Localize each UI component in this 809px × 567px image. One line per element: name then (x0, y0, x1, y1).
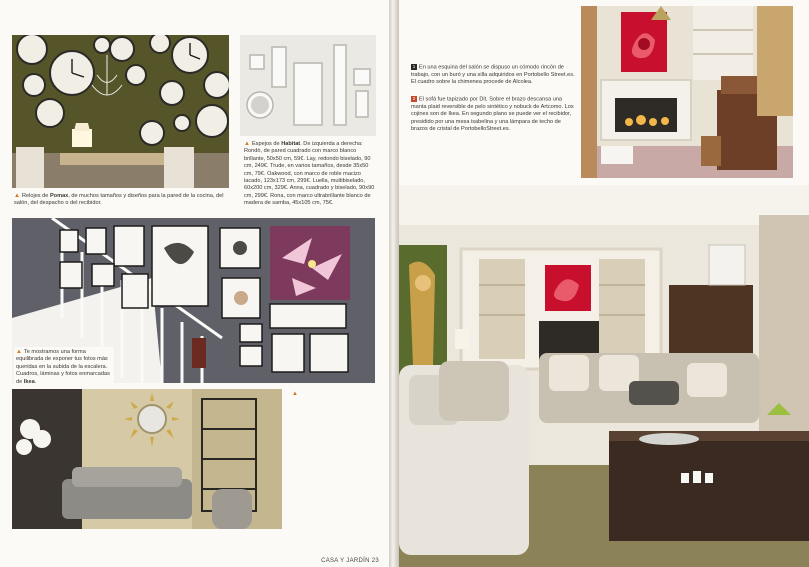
triangle-bullet-icon: ▲ (14, 193, 20, 199)
note-sofa: 2 El sofá fue tapizado por Dit. Sobre el brazo descansa una manta plaid reversible de pelo sintético y nobuck de Artcomo. Los cojines son de Ikea. En segundo plano se puede ver el recibidor, presidido por una mesa isabelina y una lámpara de techo de brazos de cristal de PortobelloStreet.es. (411, 96, 574, 133)
note-marker-2: 2 (412, 96, 416, 101)
left-page (0, 0, 389, 567)
book-gutter (389, 0, 399, 567)
right-page (399, 0, 809, 567)
living-room-photo (399, 185, 809, 567)
caption-mirrors: ▲ Espejos de Habitat. De izquierda a derecha: Rondò, de pared cuadrado con marco blanco brillante, 50x50 cm, 59€. Lay, redondo biselado, 90 cm, 249€. Trude, en varios tamaños, desde 35x50 cm, 79€. Oakwood, con marco de roble macizo lacado, 123x173 cm, 299€. Luella, multibiselado, 60x200 cm, 329€. Anna, cuadrado y biselado, 90x90 cm, 299€. Rona, con marco ultrabrillante blanco de madera de samba, 45x105 cm, 75€. (244, 141, 375, 207)
triangle-bullet-icon: ▲ (292, 391, 298, 397)
triangle-bullet-icon: ▲ (16, 349, 22, 355)
sun-mirror-room-photo (12, 389, 282, 529)
fireplace-corner-photo (581, 6, 793, 178)
note-marker-1: 1 (412, 64, 416, 69)
note-work-corner: 1 En una esquina del salón se dispuso un cómodo rincón de trabajo, con un buró y una silla adquiridos en Portobello Street.es. El cuadro sobre la chimenea procede de Alcolea. (411, 64, 575, 86)
caption-clocks: ▲ Relojes de Pomax, de muchos tamaños y diseños para la pared de la cocina, del salón, del despacho o del recibidor. (14, 193, 224, 207)
mirrors-photo (240, 35, 376, 136)
caption-stairs: ▲ Te mostramos una forma equilibrada de exponer tus fotos más queridas en la subida de la escalera. Cuadros, láminas y fotos enmarcadas de Ikea. (14, 347, 114, 388)
triangle-bullet-icon: ▲ (244, 141, 250, 147)
clocks-wall-photo (12, 35, 229, 188)
page-folio: CASA Y JARDÍN 23 (321, 558, 379, 564)
caption-sun-mirror (292, 391, 380, 398)
